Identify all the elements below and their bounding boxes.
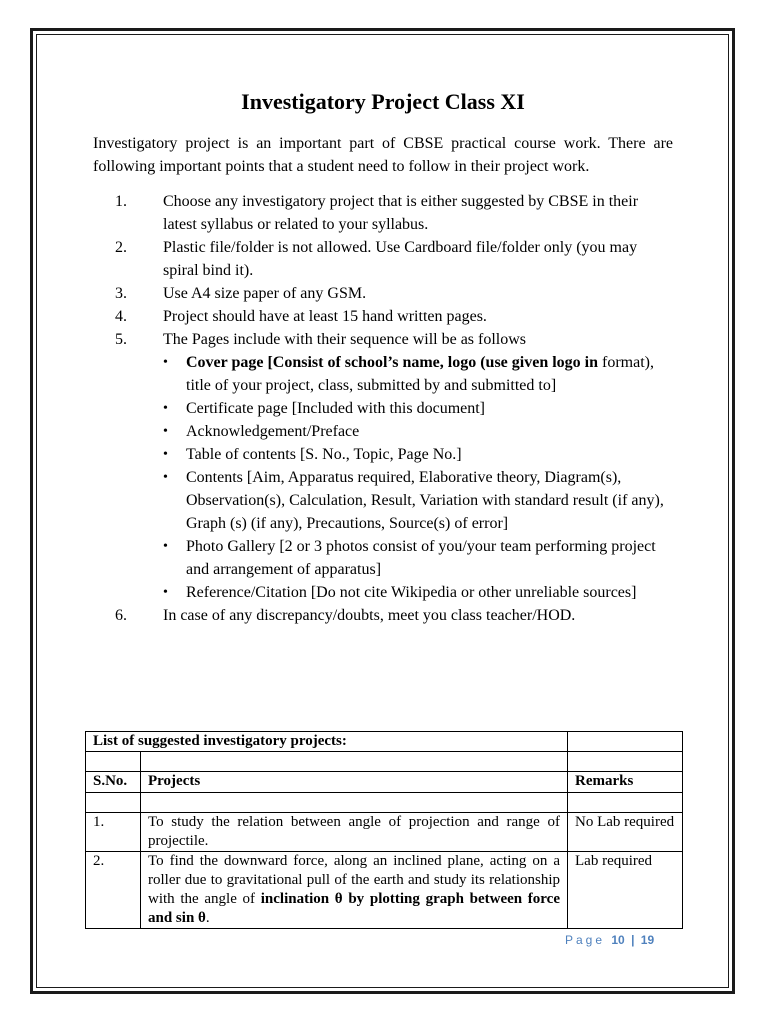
table-title-row — [86, 732, 683, 752]
project-text-bold: inclination θ by plotting graph between force and sin θ — [148, 891, 560, 926]
header-sno: S.No. — [86, 772, 141, 793]
instructions-list — [93, 190, 673, 627]
table-blank-row — [86, 793, 683, 813]
sub-item-bold: Cover page [Consist of school’s name, logo (use given logo in — [186, 354, 598, 371]
table-cell — [86, 752, 141, 772]
table-header-row — [86, 772, 683, 793]
list-item — [93, 305, 673, 328]
table-cell — [141, 752, 568, 772]
list-item — [93, 282, 673, 305]
sub-list-item — [163, 420, 673, 443]
footer-current-page: 10 — [611, 933, 625, 947]
sub-item-text: Photo Gallery [2 or 3 photos consist of you/your team performing project and arrangement of apparatus] — [186, 538, 656, 578]
item-text: Choose any investigatory project that is either suggested by CBSE in their latest syllabus or related to your syllabus. — [163, 193, 639, 233]
item-text: Use A4 size paper of any GSM. — [163, 285, 367, 302]
item-text: In case of any discrepancy/doubts, meet you class teacher/HOD. — [163, 607, 576, 624]
list-item — [93, 604, 673, 627]
footer-label: Page — [565, 933, 606, 947]
table-cell — [141, 793, 568, 813]
row-sno: 1. — [86, 813, 141, 852]
bullet-icon: • — [163, 401, 168, 416]
row-sno: 2. — [86, 852, 141, 929]
table-cell — [568, 732, 683, 752]
sub-item-text: format), title of your project, class, submitted by and submitted to] — [186, 354, 654, 394]
sub-list-item — [163, 351, 673, 397]
table-cell — [568, 793, 683, 813]
sub-item-text: Reference/Citation [Do not cite Wikipedia or other unreliable sources] — [186, 584, 637, 601]
item-text: The Pages include with their sequence will be as follows — [163, 331, 527, 348]
bullet-icon: • — [163, 470, 168, 485]
sub-list-item — [163, 397, 673, 420]
item-number: 4. — [115, 308, 127, 325]
table-blank-row — [86, 752, 683, 772]
table-title: List of suggested investigatory projects: — [86, 732, 568, 752]
footer-separator: | — [631, 933, 635, 947]
list-item — [93, 236, 673, 282]
item-number: 5. — [115, 331, 127, 348]
project-text: To study the relation between angle of projection and range of projectile. — [148, 814, 560, 849]
page-footer — [565, 933, 654, 947]
item-text: Project should have at least 15 hand written pages. — [163, 308, 487, 325]
sub-list-item — [163, 466, 673, 535]
bullet-icon: • — [163, 424, 168, 439]
project-text-end: . — [205, 910, 210, 926]
sub-list-item — [163, 443, 673, 466]
sub-item-text: Table of contents [S. No., Topic, Page No.] — [186, 446, 462, 463]
item-number: 2. — [115, 239, 127, 256]
sub-item-text: Acknowledgement/Preface — [186, 423, 360, 440]
table-cell — [568, 752, 683, 772]
page-sequence-list — [163, 351, 673, 604]
sub-list-item — [163, 581, 673, 604]
projects-table — [85, 731, 683, 929]
row-project — [141, 852, 568, 929]
item-number: 3. — [115, 285, 127, 302]
page-title: Investigatory Project Class XI — [241, 89, 525, 114]
header-projects: Projects — [141, 772, 568, 793]
bullet-icon: • — [163, 447, 168, 462]
row-remarks: No Lab required — [568, 813, 683, 852]
bullet-icon: • — [163, 585, 168, 600]
item-number: 1. — [115, 193, 127, 210]
project-text: To find the downward force, along an inclined plane, acting on a roller due to gravitational pull of the earth and study its relationship with the angle of — [148, 853, 560, 907]
sub-list-item — [163, 535, 673, 581]
footer-total-pages: 19 — [640, 933, 655, 947]
bullet-icon: • — [163, 355, 168, 370]
item-text: Plastic file/folder is not allowed. Use Cardboard file/folder only (you may spiral bind it). — [163, 239, 638, 279]
bullet-icon: • — [163, 539, 168, 554]
table-row — [86, 852, 683, 929]
table-cell — [86, 793, 141, 813]
intro-paragraph: Investigatory project is an important part of CBSE practical course work. There are following important points that a student need to follow in their project work. — [93, 135, 673, 175]
row-remarks: Lab required — [568, 852, 683, 929]
header-remarks: Remarks — [568, 772, 683, 793]
sub-item-text: Contents [Aim, Apparatus required, Elaborative theory, Diagram(s), Observation(s), Calculation, Result, Variation with standard result (if any), Graph (s) (if any), Precautions, Source(s) of error] — [186, 469, 664, 532]
list-item — [93, 328, 673, 604]
table-row — [86, 813, 683, 852]
page-content — [93, 84, 673, 627]
list-item — [93, 190, 673, 236]
row-project — [141, 813, 568, 852]
item-number: 6. — [115, 607, 127, 624]
sub-item-text: Certificate page [Included with this document] — [186, 400, 486, 417]
